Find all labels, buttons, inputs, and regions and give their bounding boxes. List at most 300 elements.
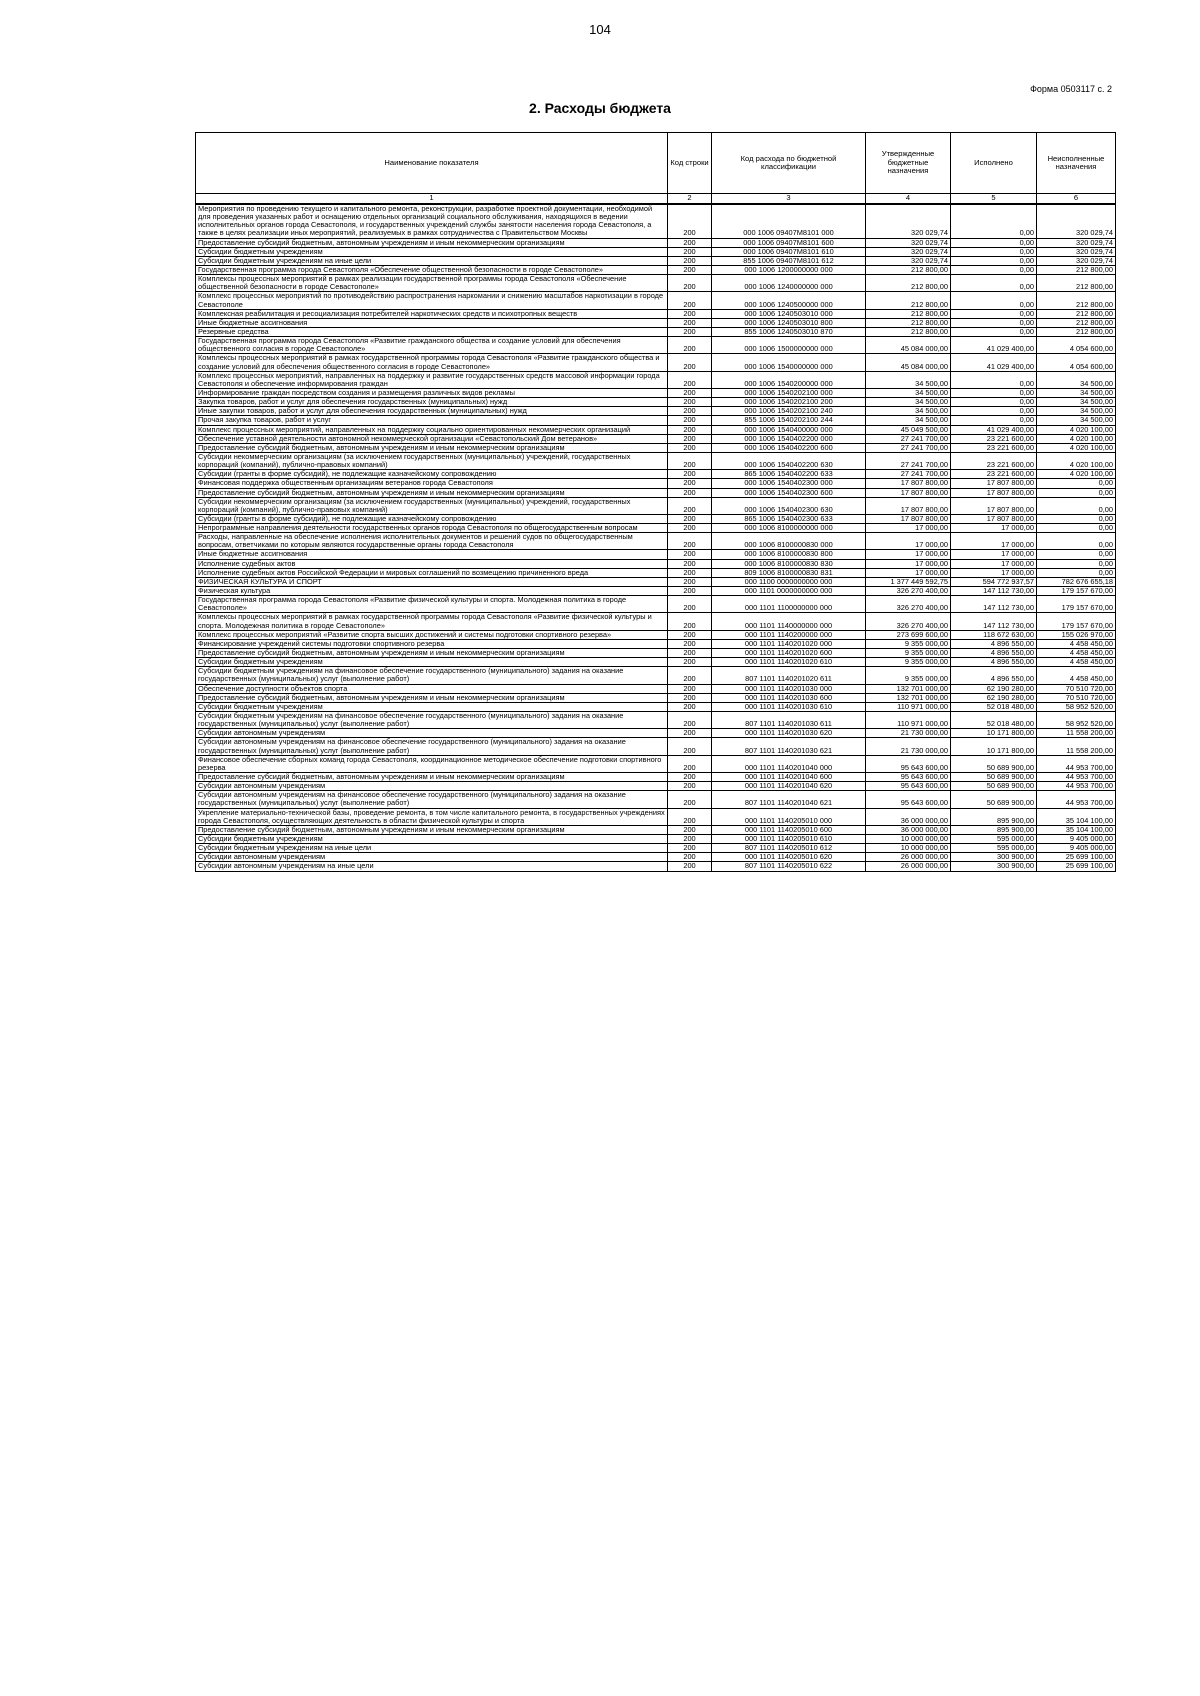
- row-unexecuted-amount: 44 953 700,00: [1037, 773, 1116, 782]
- row-approved-amount: 17 000,00: [866, 550, 951, 559]
- header-indicator-name: Наименование показателя: [196, 133, 668, 194]
- row-executed-amount: 300 900,00: [951, 853, 1037, 862]
- table-row: [196, 693, 1116, 702]
- row-indicator-name: Субсидии автономным учреждениям: [196, 729, 668, 738]
- row-classification-code: 000 1100 0000000000 000: [712, 577, 866, 586]
- row-classification-code: 000 1101 1140201040 000: [712, 755, 866, 772]
- row-classification-code: 000 1101 1140205010 600: [712, 825, 866, 834]
- row-unexecuted-amount: 70 510 720,00: [1037, 693, 1116, 702]
- row-indicator-name: Субсидии автономным учреждениям на иные цели: [196, 862, 668, 871]
- row-executed-amount: 147 112 730,00: [951, 596, 1037, 613]
- row-indicator-name: Исполнение судебных актов Российской Федерации и мировых соглашений по возмещению причиненного вреда: [196, 568, 668, 577]
- row-unexecuted-amount: 212 800,00: [1037, 318, 1116, 327]
- row-classification-code: 000 1006 1540202100 200: [712, 398, 866, 407]
- row-classification-code: 855 1006 1540202100 244: [712, 416, 866, 425]
- row-indicator-name: Предоставление субсидий бюджетным, автономным учреждениям и иным некоммерческим организациям: [196, 649, 668, 658]
- row-unexecuted-amount: 0,00: [1037, 497, 1116, 514]
- row-approved-amount: 10 000 000,00: [866, 844, 951, 853]
- row-indicator-name: Обеспечение доступности объектов спорта: [196, 684, 668, 693]
- row-approved-amount: 212 800,00: [866, 275, 951, 292]
- row-approved-amount: 34 500,00: [866, 398, 951, 407]
- row-unexecuted-amount: 179 157 670,00: [1037, 613, 1116, 630]
- row-executed-amount: 17 000,00: [951, 559, 1037, 568]
- row-indicator-name: Прочая закупка товаров, работ и услуг: [196, 416, 668, 425]
- header-approved: Утвержденные бюджетные назначения: [866, 133, 951, 194]
- row-classification-code: 000 1101 1140200000 000: [712, 630, 866, 639]
- row-line-code: 200: [668, 667, 712, 684]
- row-line-code: 200: [668, 853, 712, 862]
- row-indicator-name: Субсидии бюджетным учреждениям на финансовое обеспечение государственного (муниципального) задания на оказание государственных (муниципальных) услуг (выполнение работ): [196, 667, 668, 684]
- row-classification-code: 000 1006 1540202100 240: [712, 407, 866, 416]
- row-executed-amount: 0,00: [951, 371, 1037, 388]
- row-indicator-name: Иные закупки товаров, работ и услуг для обеспечения государственных (муниципальных) нужд: [196, 407, 668, 416]
- table-row: [196, 425, 1116, 434]
- row-classification-code: 000 1006 8100000830 000: [712, 533, 866, 550]
- row-line-code: 200: [668, 514, 712, 523]
- table-row: [196, 247, 1116, 256]
- table-row: [196, 452, 1116, 469]
- row-approved-amount: 326 270 400,00: [866, 587, 951, 596]
- row-classification-code: 000 1101 1140201020 600: [712, 649, 866, 658]
- row-approved-amount: 320 029,74: [866, 204, 951, 238]
- row-approved-amount: 273 699 600,00: [866, 630, 951, 639]
- row-unexecuted-amount: 11 558 200,00: [1037, 738, 1116, 755]
- row-approved-amount: 45 049 500,00: [866, 425, 951, 434]
- row-executed-amount: 4 896 550,00: [951, 658, 1037, 667]
- row-indicator-name: Субсидии бюджетным учреждениям: [196, 247, 668, 256]
- row-classification-code: 000 1006 8100000830 830: [712, 559, 866, 568]
- row-approved-amount: 17 807 800,00: [866, 514, 951, 523]
- row-classification-code: 807 1101 1140201020 611: [712, 667, 866, 684]
- row-unexecuted-amount: 4 020 100,00: [1037, 443, 1116, 452]
- row-unexecuted-amount: 179 157 670,00: [1037, 596, 1116, 613]
- row-approved-amount: 9 355 000,00: [866, 639, 951, 648]
- row-classification-code: 865 1006 1540402300 633: [712, 514, 866, 523]
- row-indicator-name: Резервные средства: [196, 327, 668, 336]
- row-indicator-name: Укрепление материально-технической базы, проведение ремонта, в том числе капитального ремонта, в государственных учреждениях города Севастополя, осуществляющих деятельность в области физической культуры и спорта: [196, 808, 668, 825]
- row-approved-amount: 45 084 000,00: [866, 354, 951, 371]
- header-line-code: Код строки: [668, 133, 712, 194]
- row-line-code: 200: [668, 265, 712, 274]
- row-executed-amount: 0,00: [951, 265, 1037, 274]
- row-classification-code: 855 1006 1240503010 870: [712, 327, 866, 336]
- row-approved-amount: 17 807 800,00: [866, 479, 951, 488]
- row-line-code: 200: [668, 371, 712, 388]
- row-unexecuted-amount: 9 405 000,00: [1037, 844, 1116, 853]
- row-indicator-name: Обеспечение уставной деятельности автономной некоммерческой организации «Севастопольский Дом ветеранов»: [196, 434, 668, 443]
- row-indicator-name: Расходы, направленные на обеспечение исполнения исполнительных документов и решений судов по общегосударственным вопросам, ответчиками по которым являются государственные органы города Севастополя: [196, 533, 668, 550]
- table-row: [196, 773, 1116, 782]
- row-unexecuted-amount: 34 500,00: [1037, 398, 1116, 407]
- row-classification-code: 000 1006 1240000000 000: [712, 275, 866, 292]
- table-row: [196, 337, 1116, 354]
- row-approved-amount: 9 355 000,00: [866, 667, 951, 684]
- row-indicator-name: Информирование граждан посредством создания и размещения различных видов рекламы: [196, 388, 668, 397]
- row-approved-amount: 320 029,74: [866, 238, 951, 247]
- row-line-code: 200: [668, 649, 712, 658]
- row-line-code: 200: [668, 844, 712, 853]
- row-classification-code: 000 1006 1500000000 000: [712, 337, 866, 354]
- table-body: [196, 204, 1116, 871]
- row-classification-code: 000 1006 1240503010 000: [712, 309, 866, 318]
- row-unexecuted-amount: 44 953 700,00: [1037, 782, 1116, 791]
- row-executed-amount: 50 689 900,00: [951, 773, 1037, 782]
- row-line-code: 200: [668, 452, 712, 469]
- row-classification-code: 000 1006 1540400000 000: [712, 425, 866, 434]
- row-line-code: 200: [668, 238, 712, 247]
- row-executed-amount: 17 000,00: [951, 533, 1037, 550]
- row-executed-amount: 23 221 600,00: [951, 434, 1037, 443]
- row-indicator-name: Субсидии некоммерческим организациям (за исключением государственных (муниципальных) учреждений, государственных корпораций (компаний), публично-правовых компаний): [196, 497, 668, 514]
- row-unexecuted-amount: 35 104 100,00: [1037, 808, 1116, 825]
- header-classification-code: Код расхода по бюджетной классификации: [712, 133, 866, 194]
- row-indicator-name: Субсидии бюджетным учреждениям на иные цели: [196, 844, 668, 853]
- row-executed-amount: 23 221 600,00: [951, 452, 1037, 469]
- row-indicator-name: Государственная программа города Севастополя «Развитие гражданского общества и создание условий для обеспечения общественного согласия в городе Севастополе»: [196, 337, 668, 354]
- row-indicator-name: Субсидии (гранты в форме субсидий), не подлежащие казначейскому сопровождению: [196, 470, 668, 479]
- row-line-code: 200: [668, 712, 712, 729]
- row-unexecuted-amount: 25 699 100,00: [1037, 853, 1116, 862]
- row-indicator-name: Закупка товаров, работ и услуг для обеспечения государственных (муниципальных) нужд: [196, 398, 668, 407]
- table-row: [196, 808, 1116, 825]
- table-row: [196, 318, 1116, 327]
- row-unexecuted-amount: 212 800,00: [1037, 265, 1116, 274]
- row-executed-amount: 595 000,00: [951, 844, 1037, 853]
- row-executed-amount: 62 190 280,00: [951, 693, 1037, 702]
- row-indicator-name: Предоставление субсидий бюджетным, автономным учреждениям и иным некоммерческим организациям: [196, 443, 668, 452]
- row-unexecuted-amount: 4 054 600,00: [1037, 354, 1116, 371]
- row-approved-amount: 132 701 000,00: [866, 684, 951, 693]
- row-line-code: 200: [668, 479, 712, 488]
- row-line-code: 200: [668, 613, 712, 630]
- table-row: [196, 825, 1116, 834]
- row-approved-amount: 17 000,00: [866, 568, 951, 577]
- row-classification-code: 000 1006 8100000000 000: [712, 524, 866, 533]
- row-line-code: 200: [668, 702, 712, 711]
- row-unexecuted-amount: 0,00: [1037, 559, 1116, 568]
- row-approved-amount: 9 355 000,00: [866, 649, 951, 658]
- row-classification-code: 000 1006 1540402300 630: [712, 497, 866, 514]
- row-unexecuted-amount: 58 952 520,00: [1037, 712, 1116, 729]
- row-approved-amount: 27 241 700,00: [866, 452, 951, 469]
- row-unexecuted-amount: 0,00: [1037, 479, 1116, 488]
- row-approved-amount: 326 270 400,00: [866, 596, 951, 613]
- row-indicator-name: Предоставление субсидий бюджетным, автономным учреждениям и иным некоммерческим организациям: [196, 693, 668, 702]
- row-line-code: 200: [668, 425, 712, 434]
- row-classification-code: 809 1006 8100000830 831: [712, 568, 866, 577]
- row-classification-code: 000 1006 09407М8101 000: [712, 204, 866, 238]
- row-line-code: 200: [668, 524, 712, 533]
- row-indicator-name: Предоставление субсидий бюджетным, автономным учреждениям и иным некоммерческим организациям: [196, 238, 668, 247]
- row-approved-amount: 10 000 000,00: [866, 834, 951, 843]
- row-classification-code: 000 1006 1540402200 000: [712, 434, 866, 443]
- row-line-code: 200: [668, 773, 712, 782]
- section-title: 2. Расходы бюджета: [529, 100, 671, 116]
- row-executed-amount: 0,00: [951, 318, 1037, 327]
- row-executed-amount: 147 112 730,00: [951, 587, 1037, 596]
- row-unexecuted-amount: 320 029,74: [1037, 247, 1116, 256]
- row-executed-amount: 0,00: [951, 247, 1037, 256]
- row-classification-code: 000 1101 1140201030 600: [712, 693, 866, 702]
- row-classification-code: 000 1101 1140205010 620: [712, 853, 866, 862]
- row-executed-amount: 17 000,00: [951, 550, 1037, 559]
- column-number: 4: [866, 194, 951, 205]
- row-unexecuted-amount: 4 458 450,00: [1037, 639, 1116, 648]
- row-indicator-name: Субсидии автономным учреждениям на финансовое обеспечение государственного (муниципального) задания на оказание государственных (муниципальных) услуг (выполнение работ): [196, 791, 668, 808]
- row-classification-code: 865 1006 1540402200 633: [712, 470, 866, 479]
- row-executed-amount: 50 689 900,00: [951, 755, 1037, 772]
- row-line-code: 200: [668, 550, 712, 559]
- row-approved-amount: 212 800,00: [866, 265, 951, 274]
- form-code: Форма 0503117 с. 2: [1030, 84, 1112, 94]
- row-classification-code: 807 1101 1140201040 621: [712, 791, 866, 808]
- table-row: [196, 354, 1116, 371]
- row-line-code: 200: [668, 416, 712, 425]
- row-executed-amount: 17 807 800,00: [951, 479, 1037, 488]
- row-executed-amount: 17 807 800,00: [951, 488, 1037, 497]
- column-number: 1: [196, 194, 668, 205]
- row-classification-code: 000 1101 1140205010 000: [712, 808, 866, 825]
- table-row: [196, 309, 1116, 318]
- row-unexecuted-amount: 320 029,74: [1037, 238, 1116, 247]
- row-classification-code: 000 1101 1140201030 620: [712, 729, 866, 738]
- table-row: [196, 204, 1116, 238]
- row-classification-code: 000 1101 1140201040 600: [712, 773, 866, 782]
- row-executed-amount: 0,00: [951, 292, 1037, 309]
- row-executed-amount: 0,00: [951, 388, 1037, 397]
- table-row: [196, 416, 1116, 425]
- row-indicator-name: Субсидии некоммерческим организациям (за исключением государственных (муниципальных) учреждений, государственных корпораций (компаний), публично-правовых компаний): [196, 452, 668, 469]
- header-executed: Исполнено: [951, 133, 1037, 194]
- row-unexecuted-amount: 4 020 100,00: [1037, 452, 1116, 469]
- row-line-code: 200: [668, 497, 712, 514]
- row-line-code: 200: [668, 862, 712, 871]
- row-approved-amount: 95 643 600,00: [866, 782, 951, 791]
- row-classification-code: 807 1101 1140201030 611: [712, 712, 866, 729]
- row-executed-amount: 41 029 400,00: [951, 337, 1037, 354]
- table-column-numbers-row: [196, 194, 1116, 205]
- row-indicator-name: Субсидии (гранты в форме субсидий), не подлежащие казначейскому сопровождению: [196, 514, 668, 523]
- row-indicator-name: Финансовая поддержка общественным организациям ветеранов города Севастополя: [196, 479, 668, 488]
- row-indicator-name: Комплексы процессных мероприятий в рамках государственной программы города Севастополя «Развитие гражданского общества и создание условий для обеспечения общественного согласия в городе Севастополе»: [196, 354, 668, 371]
- row-approved-amount: 212 800,00: [866, 318, 951, 327]
- column-number: 6: [1037, 194, 1116, 205]
- row-indicator-name: Субсидии автономным учреждениям: [196, 853, 668, 862]
- row-approved-amount: 45 084 000,00: [866, 337, 951, 354]
- row-indicator-name: Финансирование учреждений системы подготовки спортивного резерва: [196, 639, 668, 648]
- table-row: [196, 238, 1116, 247]
- column-number: 5: [951, 194, 1037, 205]
- header-unexecuted: Неисполненные назначения: [1037, 133, 1116, 194]
- row-approved-amount: 34 500,00: [866, 388, 951, 397]
- row-classification-code: 807 1101 1140205010 622: [712, 862, 866, 871]
- row-indicator-name: Комплекс процессных мероприятий, направленных на поддержку и развитие государственных средств массовой информации города Севастополя и обеспечение информирования граждан: [196, 371, 668, 388]
- row-unexecuted-amount: 11 558 200,00: [1037, 729, 1116, 738]
- table-row: [196, 371, 1116, 388]
- row-unexecuted-amount: 0,00: [1037, 514, 1116, 523]
- row-approved-amount: 26 000 000,00: [866, 853, 951, 862]
- row-approved-amount: 17 807 800,00: [866, 488, 951, 497]
- table-row: [196, 533, 1116, 550]
- row-classification-code: 807 1101 1140205010 612: [712, 844, 866, 853]
- row-indicator-name: Иные бюджетные ассигнования: [196, 318, 668, 327]
- row-classification-code: 000 1006 1540202100 000: [712, 388, 866, 397]
- row-line-code: 200: [668, 247, 712, 256]
- row-line-code: 200: [668, 596, 712, 613]
- row-executed-amount: 17 000,00: [951, 568, 1037, 577]
- row-line-code: 200: [668, 354, 712, 371]
- row-unexecuted-amount: 4 458 450,00: [1037, 658, 1116, 667]
- row-indicator-name: Предоставление субсидий бюджетным, автономным учреждениям и иным некоммерческим организациям: [196, 488, 668, 497]
- row-executed-amount: 17 807 800,00: [951, 497, 1037, 514]
- row-indicator-name: Субсидии бюджетным учреждениям: [196, 834, 668, 843]
- row-line-code: 200: [668, 729, 712, 738]
- table-row: [196, 596, 1116, 613]
- row-line-code: 200: [668, 738, 712, 755]
- row-executed-amount: 0,00: [951, 204, 1037, 238]
- row-unexecuted-amount: 34 500,00: [1037, 388, 1116, 397]
- row-executed-amount: 0,00: [951, 398, 1037, 407]
- row-approved-amount: 212 800,00: [866, 327, 951, 336]
- row-unexecuted-amount: 34 500,00: [1037, 407, 1116, 416]
- row-classification-code: 000 1101 1140205010 610: [712, 834, 866, 843]
- row-unexecuted-amount: 34 500,00: [1037, 416, 1116, 425]
- column-number: 3: [712, 194, 866, 205]
- row-indicator-name: Комплексная реабилитация и ресоциализация потребителей наркотических средств и психотропных веществ: [196, 309, 668, 318]
- row-approved-amount: 95 643 600,00: [866, 791, 951, 808]
- row-line-code: 200: [668, 470, 712, 479]
- table-header-row: [196, 133, 1116, 194]
- row-executed-amount: 50 689 900,00: [951, 782, 1037, 791]
- row-approved-amount: 9 355 000,00: [866, 658, 951, 667]
- row-classification-code: 000 1101 1140201040 620: [712, 782, 866, 791]
- column-number: 2: [668, 194, 712, 205]
- table-row: [196, 488, 1116, 497]
- row-approved-amount: 326 270 400,00: [866, 613, 951, 630]
- row-line-code: 200: [668, 256, 712, 265]
- row-line-code: 200: [668, 825, 712, 834]
- row-classification-code: 000 1101 1140201020 610: [712, 658, 866, 667]
- row-line-code: 200: [668, 684, 712, 693]
- row-classification-code: 000 1101 1140201020 000: [712, 639, 866, 648]
- row-line-code: 200: [668, 568, 712, 577]
- row-line-code: 200: [668, 275, 712, 292]
- row-executed-amount: 594 772 937,57: [951, 577, 1037, 586]
- row-approved-amount: 17 000,00: [866, 524, 951, 533]
- row-approved-amount: 27 241 700,00: [866, 470, 951, 479]
- row-line-code: 200: [668, 630, 712, 639]
- row-line-code: 200: [668, 834, 712, 843]
- row-approved-amount: 95 643 600,00: [866, 773, 951, 782]
- row-unexecuted-amount: 179 157 670,00: [1037, 587, 1116, 596]
- row-approved-amount: 27 241 700,00: [866, 434, 951, 443]
- table-row: [196, 862, 1116, 871]
- row-approved-amount: 34 500,00: [866, 371, 951, 388]
- table-row: [196, 275, 1116, 292]
- row-unexecuted-amount: 58 952 520,00: [1037, 702, 1116, 711]
- table-row: [196, 667, 1116, 684]
- row-classification-code: 000 1101 1140000000 000: [712, 613, 866, 630]
- table-row: [196, 559, 1116, 568]
- row-unexecuted-amount: 4 020 100,00: [1037, 425, 1116, 434]
- row-classification-code: 000 1006 1540402300 600: [712, 488, 866, 497]
- row-line-code: 200: [668, 388, 712, 397]
- row-indicator-name: Комплекс процессных мероприятий по противодействию распространения наркомании и снижению масштабов наркотизации в городе Севастополе: [196, 292, 668, 309]
- row-line-code: 200: [668, 292, 712, 309]
- row-line-code: 200: [668, 204, 712, 238]
- row-approved-amount: 17 000,00: [866, 533, 951, 550]
- row-executed-amount: 0,00: [951, 238, 1037, 247]
- row-executed-amount: 0,00: [951, 256, 1037, 265]
- row-line-code: 200: [668, 337, 712, 354]
- row-indicator-name: Субсидии бюджетным учреждениям: [196, 702, 668, 711]
- row-line-code: 200: [668, 755, 712, 772]
- table-row: [196, 407, 1116, 416]
- row-line-code: 200: [668, 533, 712, 550]
- row-executed-amount: 4 896 550,00: [951, 649, 1037, 658]
- page-number: 104: [589, 22, 611, 37]
- row-classification-code: 000 1101 0000000000 000: [712, 587, 866, 596]
- row-classification-code: 000 1006 09407М8101 610: [712, 247, 866, 256]
- row-line-code: 200: [668, 559, 712, 568]
- row-executed-amount: 50 689 900,00: [951, 791, 1037, 808]
- row-line-code: 200: [668, 693, 712, 702]
- row-approved-amount: 21 730 000,00: [866, 729, 951, 738]
- row-executed-amount: 23 221 600,00: [951, 443, 1037, 452]
- row-executed-amount: 118 672 630,00: [951, 630, 1037, 639]
- row-executed-amount: 895 900,00: [951, 825, 1037, 834]
- row-approved-amount: 212 800,00: [866, 292, 951, 309]
- table-row: [196, 844, 1116, 853]
- table-row: [196, 479, 1116, 488]
- table-row: [196, 738, 1116, 755]
- row-executed-amount: 17 000,00: [951, 524, 1037, 533]
- row-classification-code: 000 1006 1540402300 000: [712, 479, 866, 488]
- row-unexecuted-amount: 212 800,00: [1037, 309, 1116, 318]
- row-approved-amount: 320 029,74: [866, 256, 951, 265]
- row-line-code: 200: [668, 434, 712, 443]
- table-row: [196, 712, 1116, 729]
- row-indicator-name: Субсидии автономным учреждениям: [196, 782, 668, 791]
- table-row: [196, 434, 1116, 443]
- row-unexecuted-amount: 320 029,74: [1037, 204, 1116, 238]
- table-row: [196, 791, 1116, 808]
- row-unexecuted-amount: 212 800,00: [1037, 275, 1116, 292]
- row-classification-code: 855 1006 09407М8101 612: [712, 256, 866, 265]
- row-classification-code: 000 1101 1100000000 000: [712, 596, 866, 613]
- row-unexecuted-amount: 4 458 450,00: [1037, 649, 1116, 658]
- row-indicator-name: Комплекс процессных мероприятий, направленных на поддержку социально ориентированных некоммерческих организаций: [196, 425, 668, 434]
- row-executed-amount: 0,00: [951, 327, 1037, 336]
- row-executed-amount: 4 896 550,00: [951, 639, 1037, 648]
- row-executed-amount: 62 190 280,00: [951, 684, 1037, 693]
- row-executed-amount: 41 029 400,00: [951, 354, 1037, 371]
- row-executed-amount: 10 171 800,00: [951, 729, 1037, 738]
- row-executed-amount: 52 018 480,00: [951, 702, 1037, 711]
- row-unexecuted-amount: 4 020 100,00: [1037, 434, 1116, 443]
- row-unexecuted-amount: 34 500,00: [1037, 371, 1116, 388]
- row-approved-amount: 17 000,00: [866, 559, 951, 568]
- row-line-code: 200: [668, 587, 712, 596]
- row-line-code: 200: [668, 488, 712, 497]
- row-unexecuted-amount: 4 458 450,00: [1037, 667, 1116, 684]
- row-unexecuted-amount: 0,00: [1037, 568, 1116, 577]
- row-unexecuted-amount: 0,00: [1037, 488, 1116, 497]
- row-indicator-name: Субсидии бюджетным учреждениям: [196, 658, 668, 667]
- row-indicator-name: Иные бюджетные ассигнования: [196, 550, 668, 559]
- row-approved-amount: 95 643 600,00: [866, 755, 951, 772]
- table-row: [196, 550, 1116, 559]
